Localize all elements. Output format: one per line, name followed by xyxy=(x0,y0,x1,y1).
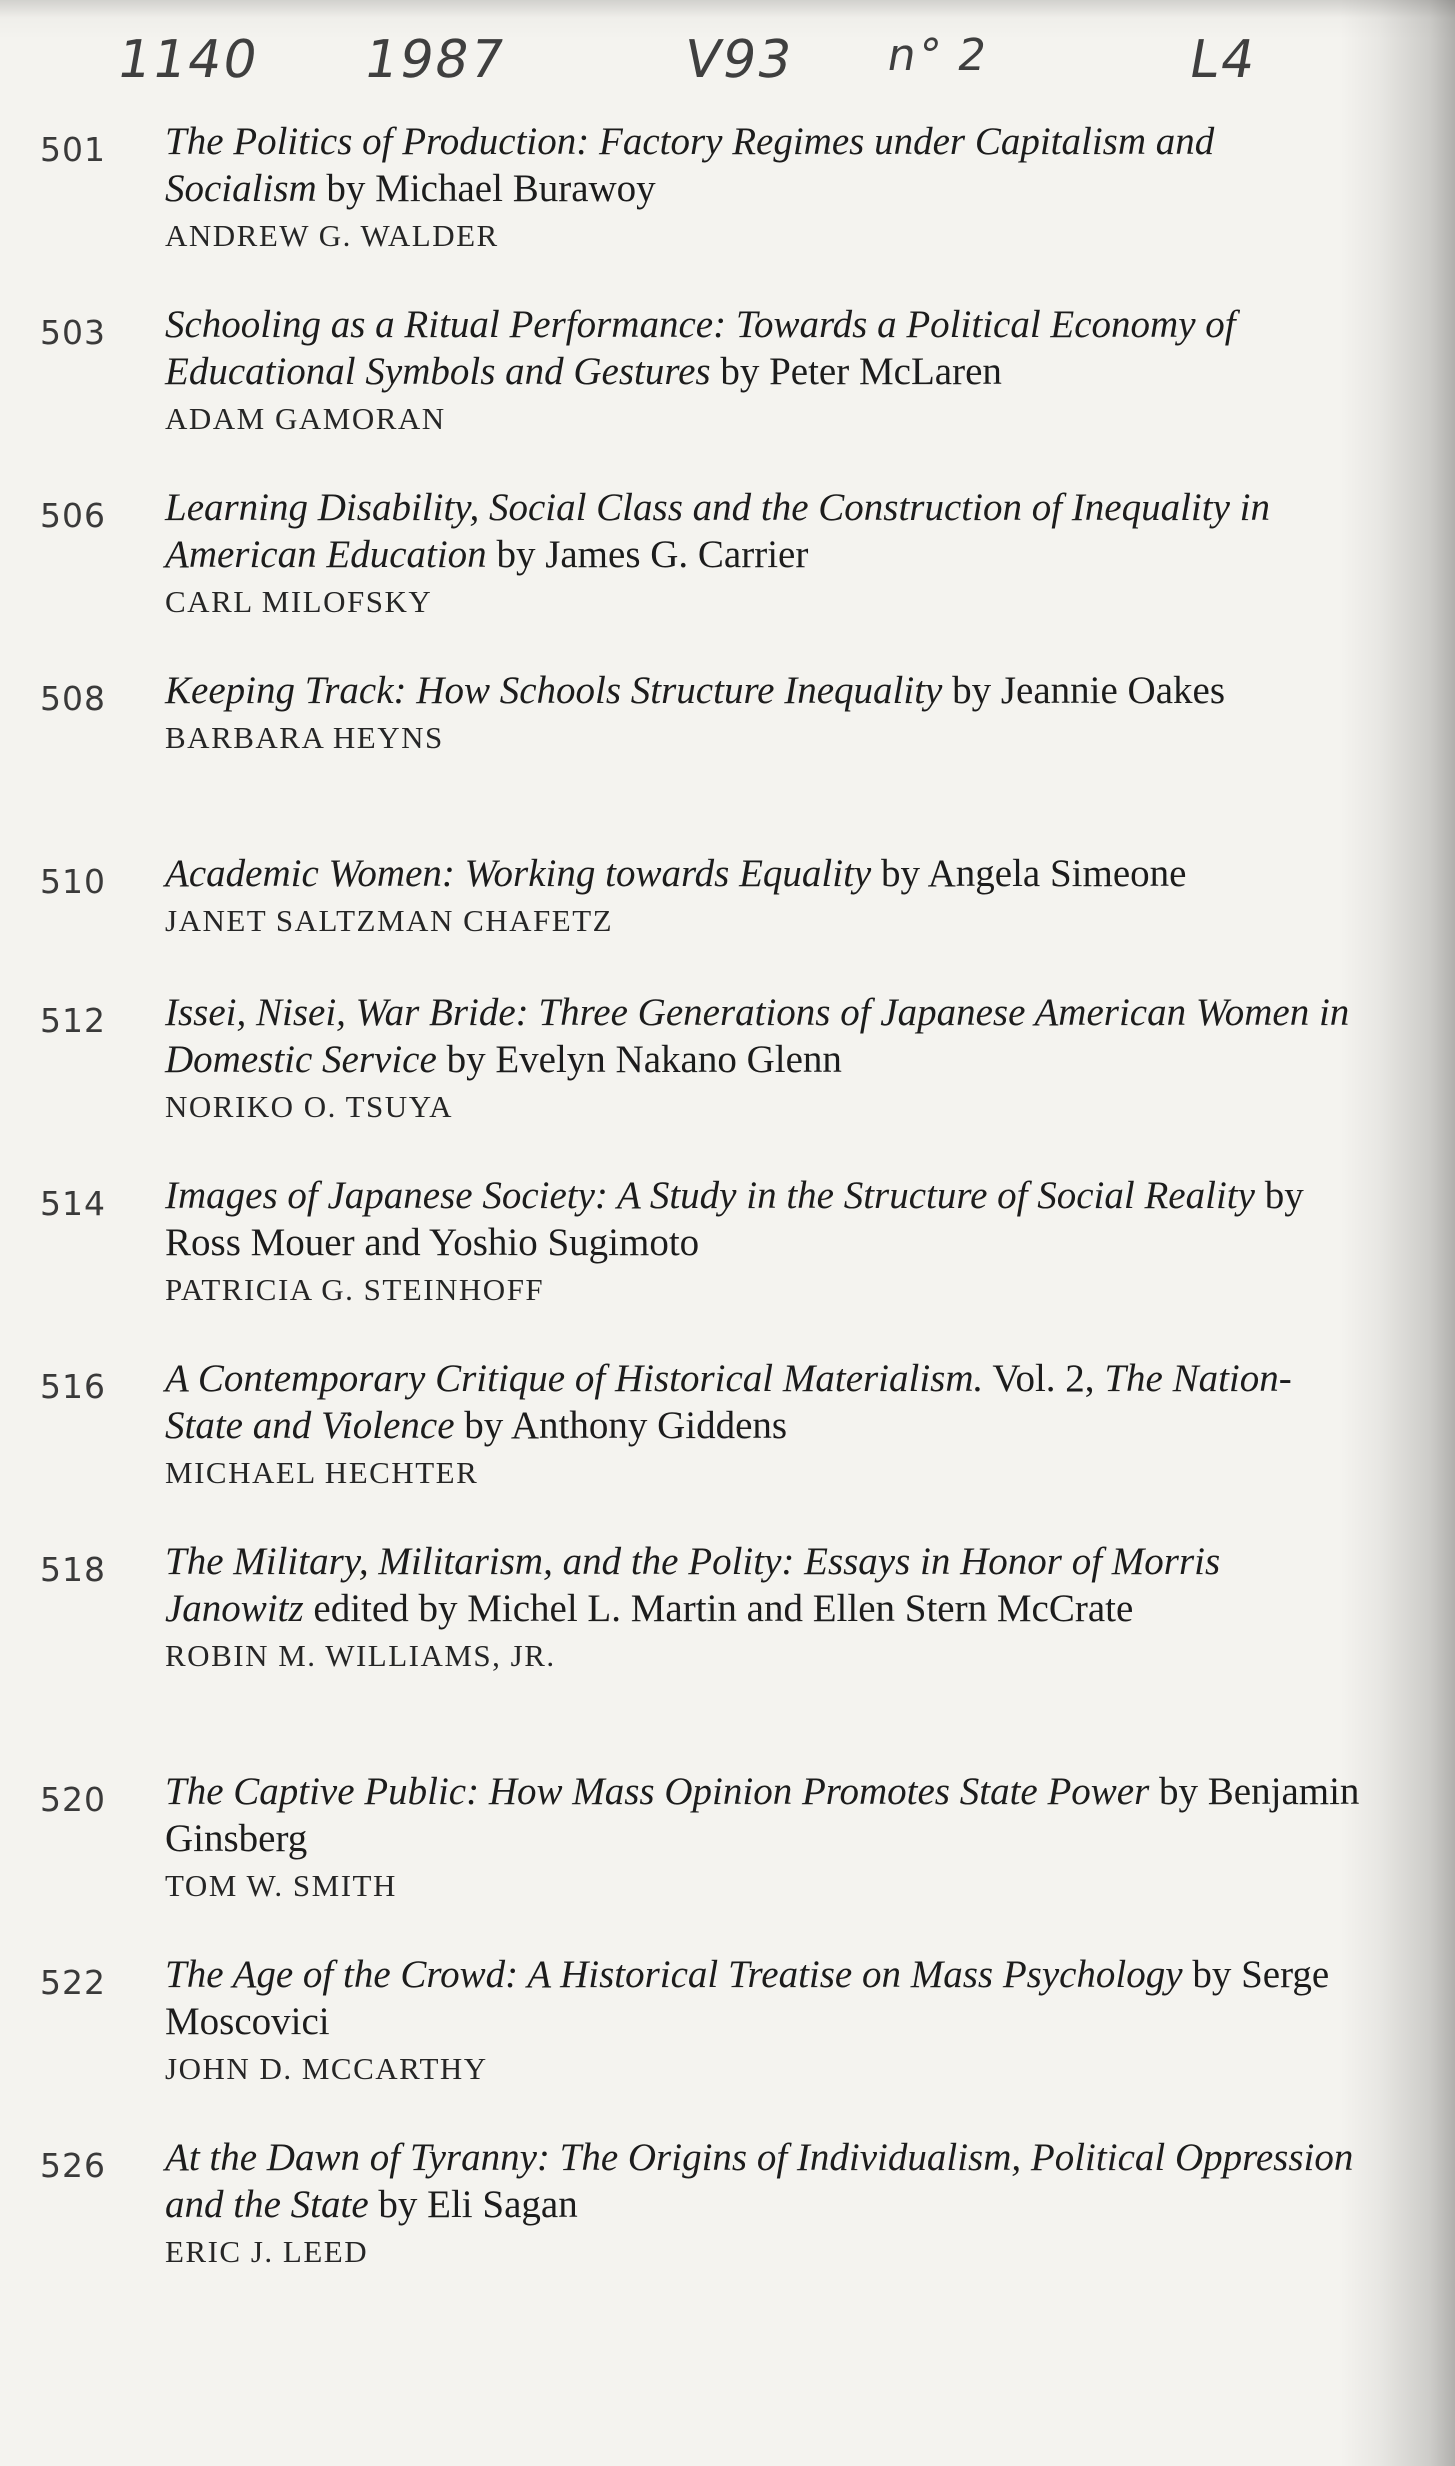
book-byline: by Serge Moscovici xyxy=(165,1953,1330,2043)
reviewer-name: ERIC J. LEED xyxy=(165,2234,369,2269)
reviewer-name: PATRICIA G. STEINHOFF xyxy=(165,1272,545,1307)
entry-text xyxy=(165,1172,1360,1313)
book-byline: by Anthony Giddens xyxy=(454,1404,788,1447)
handwritten-note: 1140 xyxy=(112,30,264,90)
page-number: 514 xyxy=(40,1184,106,1223)
handwritten-note: n° 2 xyxy=(883,30,993,81)
page-number: 526 xyxy=(40,2146,106,2185)
entry-text xyxy=(165,301,1360,442)
book-byline: by Eli Sagan xyxy=(368,2183,578,2226)
book-byline: by James G. Carrier xyxy=(486,533,809,576)
entry-text xyxy=(165,1951,1360,2092)
review-entry xyxy=(0,484,1455,664)
reviewer-name: JANET SALTZMAN CHAFETZ xyxy=(165,903,614,938)
book-title: Academic Women: Working towards Equality xyxy=(165,852,872,895)
reviewer-name: ANDREW G. WALDER xyxy=(165,218,499,253)
handwritten-note: L4 xyxy=(1184,30,1262,90)
reviewer-name: MICHAEL HECHTER xyxy=(165,1455,479,1490)
page-number: 520 xyxy=(40,1780,106,1819)
entry-text xyxy=(165,989,1360,1130)
review-entry xyxy=(0,1538,1455,1768)
review-entry xyxy=(0,1951,1455,2131)
book-byline: by Ross Mouer and Yoshio Sugimoto xyxy=(165,1174,1304,1264)
review-entry xyxy=(0,1768,1455,1948)
book-title: The Nation-State and Violence xyxy=(165,1357,1292,1447)
page-number: 522 xyxy=(40,1963,106,2002)
entry-text xyxy=(165,1355,1360,1496)
reviewer-name: ROBIN M. WILLIAMS, JR. xyxy=(165,1638,556,1673)
page-number: 510 xyxy=(40,862,106,901)
page-number: 518 xyxy=(40,1550,106,1589)
review-entry xyxy=(0,2134,1455,2314)
page-number: 508 xyxy=(40,679,106,718)
book-byline: by Jeannie Oakes xyxy=(942,669,1226,712)
entry-text xyxy=(165,484,1360,625)
review-entry xyxy=(0,118,1455,298)
page-number: 512 xyxy=(40,1001,106,1040)
handwritten-note: 1987 xyxy=(359,30,511,90)
entry-text xyxy=(165,667,1360,761)
entry-text xyxy=(165,2134,1360,2275)
page-number: 506 xyxy=(40,496,106,535)
review-entry xyxy=(0,1172,1455,1352)
book-title: Images of Japanese Society: A Study in the Structure of Social Reality xyxy=(165,1174,1255,1217)
entry-text xyxy=(165,1768,1360,1909)
book-byline: Vol. 2, xyxy=(983,1357,1105,1400)
book-title: The Captive Public: How Mass Opinion Promotes State Power xyxy=(165,1770,1150,1813)
reviewer-name: JOHN D. MCCARTHY xyxy=(165,2051,488,2086)
book-byline: by Peter McLaren xyxy=(710,350,1002,393)
book-byline: by Evelyn Nakano Glenn xyxy=(436,1038,842,1081)
review-entry xyxy=(0,989,1455,1169)
book-byline: edited by Michel L. Martin and Ellen Stern McCrate xyxy=(303,1587,1134,1630)
handwritten-note: V93 xyxy=(679,30,799,90)
book-byline: by Michael Burawoy xyxy=(316,167,656,210)
review-list xyxy=(0,118,1455,2398)
reviewer-name: BARBARA HEYNS xyxy=(165,720,444,755)
page-number: 503 xyxy=(40,313,106,352)
entry-text xyxy=(165,118,1360,259)
book-title: Issei, Nisei, War Bride: Three Generations of Japanese American Women in Domestic Service xyxy=(165,991,1350,1081)
handwritten-shelfmark xyxy=(0,18,1455,108)
book-title: Keeping Track: How Schools Structure Inequality xyxy=(165,669,943,712)
reviewer-name: TOM W. SMITH xyxy=(165,1868,397,1903)
review-entry xyxy=(0,301,1455,481)
entry-text xyxy=(165,1538,1360,1679)
reviewer-name: ADAM GAMORAN xyxy=(165,401,446,436)
book-title: The Age of the Crowd: A Historical Treatise on Mass Psychology xyxy=(165,1953,1183,1996)
book-byline: by Angela Simeone xyxy=(871,852,1187,895)
book-title: Learning Disability, Social Class and the Construction of Inequality in American Education xyxy=(165,486,1270,576)
review-entry xyxy=(0,1355,1455,1535)
book-byline: by Benjamin Ginsberg xyxy=(165,1770,1360,1860)
page-number: 501 xyxy=(40,130,106,169)
book-title: Schooling as a Ritual Performance: Towards a Political Economy of Educational Symbols and Gestures xyxy=(165,303,1236,393)
reviewer-name: NORIKO O. TSUYA xyxy=(165,1089,454,1124)
page-number: 516 xyxy=(40,1367,106,1406)
review-entry xyxy=(0,667,1455,847)
book-title: The Politics of Production: Factory Regimes under Capitalism and Socialism xyxy=(165,120,1215,210)
book-title: At the Dawn of Tyranny: The Origins of Individualism, Political Oppression and the State xyxy=(165,2136,1354,2226)
book-title: The Military, Militarism, and the Polity: Essays in Honor of Morris Janowitz xyxy=(165,1540,1221,1630)
reviewer-name: CARL MILOFSKY xyxy=(165,584,433,619)
book-title: A Contemporary Critique of Historical Materialism. xyxy=(165,1357,984,1400)
entry-text xyxy=(165,850,1360,944)
